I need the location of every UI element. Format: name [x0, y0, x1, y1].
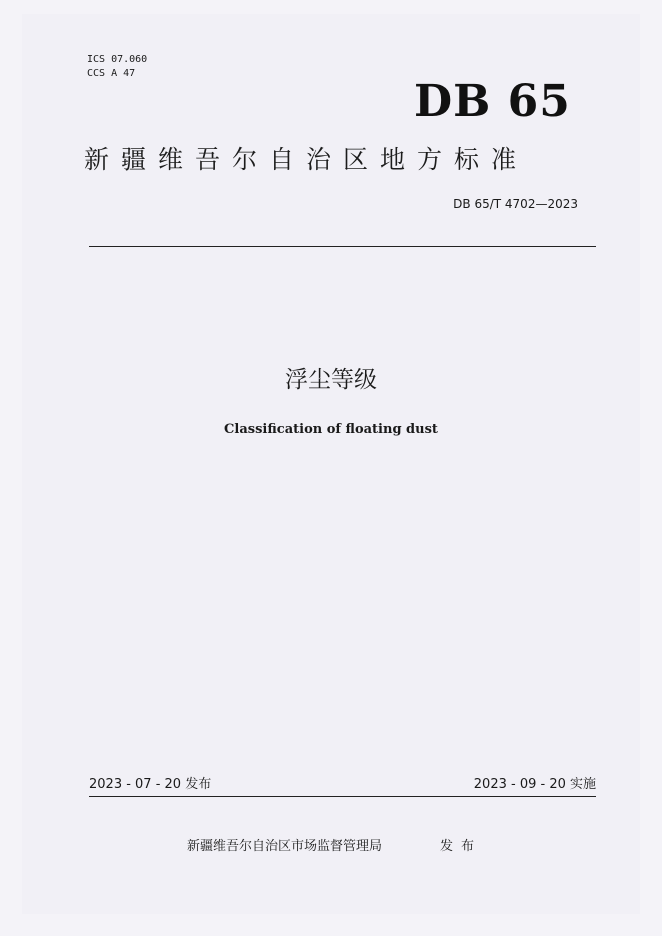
issue-date: 2023 - 07 - 20 发布 [89, 777, 212, 792]
classification-codes [87, 53, 147, 81]
bottom-divider [89, 796, 596, 797]
document-title-en: Classification of floating dust [224, 422, 438, 437]
ics-code: ICS 07.060 [87, 54, 148, 65]
publish-label: 发布 [440, 839, 483, 854]
document-title-zh: 浮尘等级 [285, 367, 377, 393]
top-divider [89, 246, 596, 247]
implement-date: 2023 - 09 - 20 实施 [473, 777, 596, 792]
standard-logo: DB 65 [414, 76, 571, 127]
standard-title: 新疆维吾尔自治区地方标准 [84, 145, 529, 174]
publisher-name: 新疆维吾尔自治区市场监督管理局 [187, 839, 383, 854]
standard-code: DB 65/T 4702—2023 [453, 197, 578, 211]
ccs-code: CCS A 47 [87, 68, 136, 79]
